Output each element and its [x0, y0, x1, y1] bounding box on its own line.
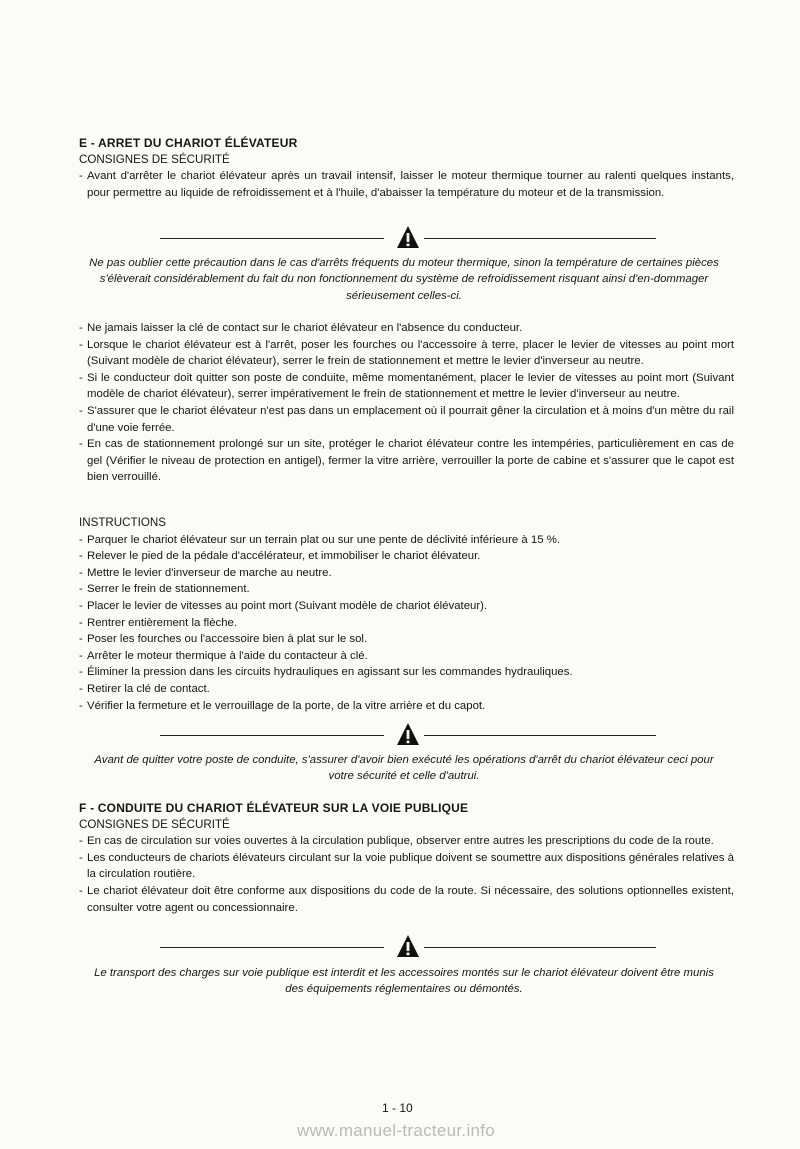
list-item: - Si le conducteur doit quitter son poste de conduite, même momentanément, placer le levier de vitesses au point mort (Suivant modèle de chariot élévateur), serrer impérativement le frein de stationnement et mettre le levier d'inverseur au neutre. [79, 370, 734, 403]
divider-line [160, 735, 384, 736]
list-item: - Placer le levier de vitesses au point mort (Suivant modèle de chariot élévateur). [79, 598, 734, 615]
list-item: - Avant d'arrêter le chariot élévateur après un travail intensif, laisser le moteur thermique tourner au ralenti quelques instants, pour permettre au liquide de refroidissement et à l'huile, d'abaisser la température du moteur et de la transmission. [79, 168, 734, 201]
list-item: - Vérifier la fermeture et le verrouillage de la porte, de la vitre arrière et du capot. [79, 698, 734, 715]
divider-line [424, 947, 656, 948]
section-e-safety-list [79, 320, 734, 486]
divider-line [160, 238, 384, 239]
section-f-subtitle: CONSIGNES DE SÉCURITÉ [79, 817, 230, 831]
instructions-block [79, 515, 734, 714]
section-e-header [79, 135, 734, 201]
divider-line [160, 947, 384, 948]
list-item: - En cas de circulation sur voies ouvertes à la circulation publique, observer entre autres les prescriptions du code de la route. [79, 833, 734, 850]
divider-line [424, 735, 656, 736]
warning-divider-2 [160, 722, 656, 748]
instructions-title: INSTRUCTIONS [79, 516, 166, 529]
section-e-subtitle: CONSIGNES DE SÉCURITÉ [79, 152, 230, 166]
section-e-intro-list [79, 168, 734, 201]
list-item: - S'assurer que le chariot élévateur n'est pas dans un emplacement où il pourrait gêner la circulation et à moins d'un mètre du rail d'une voie ferrée. [79, 403, 734, 436]
watermark: www.manuel-tracteur.info [297, 1121, 496, 1140]
page-number: 1 - 10 [382, 1101, 413, 1115]
list-item: - Éliminer la pression dans les circuits hydrauliques en agissant sur les commandes hydrauliques. [79, 664, 734, 681]
warning-triangle-icon [396, 225, 420, 249]
warning-note-3: Le transport des charges sur voie publique est interdit et les accessoires montés sur le chariot élévateur doivent être munis des équipements réglementaires ou démontés. [94, 967, 714, 996]
list-item: - En cas de stationnement prolongé sur un site, protéger le chariot élévateur contre les intempéries, particulièrement en cas de gel (Vérifier le niveau de protection en antigel), fermer la vitre arrière, verrouiller la porte de cabine et s'assurer que le capot est bien verrouillé. [79, 436, 734, 486]
list-item: - Ne jamais laisser la clé de contact sur le chariot élévateur en l'absence du conducteur. [79, 320, 734, 337]
list-item: - Arrêter le moteur thermique à l'aide du contacteur à clé. [79, 648, 734, 665]
warning-note-2: Avant de quitter votre poste de conduite, s'assurer d'avoir bien exécuté les opérations d'arrêt du chariot élévateur ceci pour votre sécurité et celle d'autrui. [94, 754, 714, 783]
section-f [79, 800, 734, 916]
list-item: - Poser les fourches ou l'accessoire bien à plat sur le sol. [79, 631, 734, 648]
list-item: - Retirer la clé de contact. [79, 681, 734, 698]
warning-note-1: Ne pas oublier cette précaution dans le cas d'arrêts fréquents du moteur thermique, sinon la température de certaines pièces s'élèverait considérablement du fait du non fonctionnement du système de refroidissement risquant ainsi d'en-dommager sérieusement celles-ci. [89, 257, 719, 302]
section-e-title: E - ARRET DU CHARIOT ÉLÉVATEUR [79, 136, 298, 150]
list-item: - Le chariot élévateur doit être conforme aux dispositions du code de la route. Si nécessaire, des solutions optionnelles existent, consulter votre agent ou concessionnaire. [79, 883, 734, 916]
list-item: - Relever le pied de la pédale d'accélérateur, et immobiliser le chariot élévateur. [79, 548, 734, 565]
list-item: - Serrer le frein de stationnement. [79, 581, 734, 598]
list-item: - Lorsque le chariot élévateur est à l'arrêt, poser les fourches ou l'accessoire à terre, placer le levier de vitesses au point mort (Suivant modèle de chariot élévateur), serrer le frein de stationnement et mettre le levier d'inverseur au neutre. [79, 337, 734, 370]
warning-triangle-icon [396, 722, 420, 746]
warning-divider-3 [160, 934, 656, 960]
divider-line [424, 238, 656, 239]
section-f-title: F - CONDUITE DU CHARIOT ÉLÉVATEUR SUR LA VOIE PUBLIQUE [79, 801, 469, 815]
warning-triangle-icon [396, 934, 420, 958]
list-item: - Rentrer entièrement la flèche. [79, 615, 734, 632]
list-item: - Les conducteurs de chariots élévateurs circulant sur la voie publique doivent se soumettre aux dispositions générales relatives à la circulation routière. [79, 850, 734, 883]
list-item: - Parquer le chariot élévateur sur un terrain plat ou sur une pente de déclivité inférieure à 15 %. [79, 532, 734, 549]
list-item: - Mettre le levier d'inverseur de marche au neutre. [79, 565, 734, 582]
warning-divider-1 [160, 225, 656, 251]
